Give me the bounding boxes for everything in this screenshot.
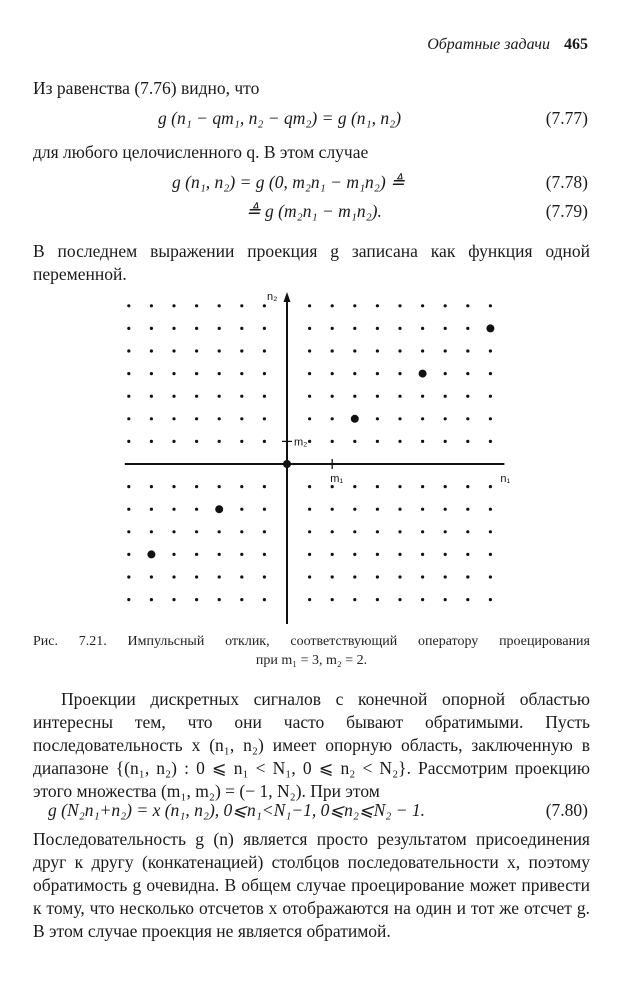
running-title: Обратные задачи xyxy=(427,36,550,53)
lattice-dot xyxy=(308,530,311,533)
lattice-dot xyxy=(353,372,356,375)
lattice-dot xyxy=(444,327,447,330)
lattice-dot xyxy=(398,508,401,511)
lattice-dot xyxy=(331,485,334,488)
paragraph-last-expression: В последнем выражении проекция g записана как функция одной переменной. xyxy=(33,241,590,284)
lattice-dot xyxy=(376,598,379,601)
lattice-dot xyxy=(421,349,424,352)
lattice-dot xyxy=(466,304,469,307)
lattice-dot xyxy=(421,327,424,330)
impulse-point xyxy=(486,324,494,332)
lattice-dot xyxy=(489,530,492,533)
running-header xyxy=(427,36,588,54)
lattice-dot xyxy=(127,530,130,533)
caption-line-2: при m₁ = 3, m₂ = 2. xyxy=(255,653,368,668)
lattice-dot xyxy=(127,485,130,488)
lattice-dot xyxy=(263,508,266,511)
lattice-dot xyxy=(489,372,492,375)
lattice-dot xyxy=(398,485,401,488)
lattice-dot xyxy=(172,553,175,556)
lattice-dot xyxy=(218,575,221,578)
lattice-dot xyxy=(489,440,492,443)
lattice-dot xyxy=(376,372,379,375)
lattice-dot xyxy=(240,440,243,443)
lattice-dot xyxy=(263,372,266,375)
lattice-dot xyxy=(195,485,198,488)
lattice-dot xyxy=(172,530,175,533)
impulse-points xyxy=(147,324,494,558)
lattice-dot xyxy=(240,575,243,578)
lattice-dot xyxy=(489,417,492,420)
lattice-dot xyxy=(466,395,469,398)
lattice-dot xyxy=(172,440,175,443)
lattice-dot xyxy=(308,485,311,488)
lattice-dot xyxy=(195,508,198,511)
lattice-dot xyxy=(444,508,447,511)
lattice-dot xyxy=(195,349,198,352)
lattice-dot xyxy=(421,485,424,488)
lattice-dot xyxy=(331,553,334,556)
impulse-response-figure xyxy=(120,288,510,628)
lattice-dot xyxy=(172,327,175,330)
lattice-dot xyxy=(218,598,221,601)
lattice-dot xyxy=(240,417,243,420)
lattice-dot xyxy=(398,530,401,533)
lattice-dot xyxy=(127,349,130,352)
lattice-dot xyxy=(444,440,447,443)
lattice-dot xyxy=(240,485,243,488)
lattice-dot xyxy=(172,304,175,307)
lattice-dot xyxy=(195,327,198,330)
lattice-dot xyxy=(489,395,492,398)
lattice-dot xyxy=(421,508,424,511)
lattice-dot xyxy=(444,485,447,488)
lattice-dot xyxy=(263,485,266,488)
lattice-dot xyxy=(376,349,379,352)
lattice-dot xyxy=(421,575,424,578)
lattice-dot xyxy=(308,349,311,352)
lattice-dot xyxy=(466,508,469,511)
lattice-dot xyxy=(218,485,221,488)
equation-number-7-78: (7.78) xyxy=(545,172,588,192)
lattice-dot xyxy=(240,372,243,375)
n2-axis-arrow xyxy=(284,292,291,302)
lattice-dot xyxy=(127,575,130,578)
lattice-dot xyxy=(218,553,221,556)
m1-tick-label: m₁ xyxy=(330,473,344,485)
lattice-dot xyxy=(331,349,334,352)
equation-7-80: g (N₂n₁+n₂) = x (n₁, n₂), 0⩽n₁<N₁−1, 0⩽n₂⩽N₂ − 1. xyxy=(48,800,426,820)
lattice-dot xyxy=(263,575,266,578)
lattice-dot xyxy=(240,598,243,601)
lattice-dot xyxy=(127,508,130,511)
lattice-dot xyxy=(353,349,356,352)
lattice-dot xyxy=(263,530,266,533)
lattice-dot xyxy=(127,440,130,443)
equation-number-7-80: (7.80) xyxy=(545,800,588,820)
lattice-dot xyxy=(308,395,311,398)
lattice-dot xyxy=(331,508,334,511)
lattice-dot xyxy=(353,485,356,488)
lattice-dot xyxy=(398,327,401,330)
lattice-dot xyxy=(376,395,379,398)
lattice-dot xyxy=(172,485,175,488)
lattice-dot xyxy=(398,395,401,398)
lattice-dot xyxy=(150,349,153,352)
lattice-dot xyxy=(240,327,243,330)
lattice-dot xyxy=(263,598,266,601)
lattice-dot xyxy=(218,395,221,398)
lattice-dot xyxy=(150,417,153,420)
lattice-dot xyxy=(195,575,198,578)
lattice-dot xyxy=(466,530,469,533)
lattice-dot xyxy=(353,553,356,556)
lattice-dot xyxy=(353,530,356,533)
lattice-dot xyxy=(444,530,447,533)
lattice-dot xyxy=(489,553,492,556)
lattice-dot xyxy=(353,440,356,443)
lattice-dot xyxy=(150,304,153,307)
lattice-dot xyxy=(398,598,401,601)
lattice-dot xyxy=(331,395,334,398)
lattice-dot xyxy=(308,440,311,443)
lattice-dot xyxy=(150,485,153,488)
lattice-dot xyxy=(263,304,266,307)
lattice-dot xyxy=(127,395,130,398)
lattice-dot xyxy=(444,395,447,398)
lattice-dot xyxy=(263,349,266,352)
lattice-dot xyxy=(353,508,356,511)
lattice-dot xyxy=(263,327,266,330)
lattice-dot xyxy=(172,372,175,375)
lattice-dot xyxy=(172,417,175,420)
paragraph-sequence: Последовательность g (n) является просто результатом присоединения друг к другу (конкатенацией) столбцов последовательности x, поэтому обратимость g очевидна. В общем случае проецирование может привести к тому, что несколько отсчетов x отображаются на один и тот же отсчет g. В этом случае проекция не является обратимой. xyxy=(33,829,590,941)
lattice-dot xyxy=(308,327,311,330)
lattice-dot xyxy=(127,372,130,375)
lattice-dot xyxy=(421,598,424,601)
page-number: 465 xyxy=(564,36,588,53)
impulse-point xyxy=(215,505,223,513)
lattice-dot xyxy=(331,575,334,578)
any-q-line: для любого целочисленного q. В этом случае xyxy=(33,142,369,162)
lattice-dot xyxy=(376,530,379,533)
lattice-dot xyxy=(172,395,175,398)
lattice-dot xyxy=(444,349,447,352)
equation-number-7-77: (7.77) xyxy=(545,108,588,128)
lattice-dot xyxy=(218,440,221,443)
lattice-dot xyxy=(489,598,492,601)
lattice-dot xyxy=(331,372,334,375)
lattice-dot xyxy=(444,553,447,556)
equation-7-78: g (n₁, n₂) = g (0, m₂n₁ − m₁n₂) ≜ xyxy=(172,172,405,192)
lattice-dot xyxy=(353,598,356,601)
lattice-dot xyxy=(466,440,469,443)
lattice-dots xyxy=(127,304,492,601)
lattice-dot xyxy=(353,304,356,307)
lattice-dot xyxy=(331,304,334,307)
lattice-dot xyxy=(489,485,492,488)
lattice-dot xyxy=(150,508,153,511)
impulse-point xyxy=(419,370,427,378)
lattice-dot xyxy=(331,530,334,533)
lattice-dot xyxy=(240,508,243,511)
lattice-dot xyxy=(240,530,243,533)
lattice-dot xyxy=(218,327,221,330)
lattice-dot xyxy=(398,304,401,307)
lattice-dot xyxy=(353,327,356,330)
lattice-dot xyxy=(376,440,379,443)
lattice-dot xyxy=(172,575,175,578)
lattice-dot xyxy=(421,440,424,443)
lattice-dot xyxy=(353,575,356,578)
lattice-dot xyxy=(466,327,469,330)
lattice-dot xyxy=(466,598,469,601)
lattice-dot xyxy=(195,372,198,375)
lattice-dot xyxy=(331,327,334,330)
lattice-dot xyxy=(127,327,130,330)
lattice-dot xyxy=(218,417,221,420)
lattice-dot xyxy=(240,553,243,556)
lattice-dot xyxy=(195,304,198,307)
lattice-dot xyxy=(195,440,198,443)
lattice-dot xyxy=(195,395,198,398)
lattice-dot xyxy=(398,575,401,578)
lattice-dot xyxy=(444,417,447,420)
lattice-dot xyxy=(489,508,492,511)
lattice-dot xyxy=(150,530,153,533)
lattice-dot xyxy=(444,598,447,601)
lattice-dot xyxy=(376,304,379,307)
lattice-dot xyxy=(489,575,492,578)
lattice-dot xyxy=(263,440,266,443)
lattice-dot xyxy=(172,598,175,601)
lattice-dot xyxy=(421,530,424,533)
lattice-dot xyxy=(127,304,130,307)
lattice-dot xyxy=(308,598,311,601)
lattice-dot xyxy=(353,395,356,398)
lattice-dot xyxy=(331,598,334,601)
lattice-dot xyxy=(172,349,175,352)
lattice-dot xyxy=(150,395,153,398)
lattice-dot xyxy=(240,349,243,352)
lattice-dot xyxy=(376,485,379,488)
lattice-dot xyxy=(150,327,153,330)
lattice-dot xyxy=(308,417,311,420)
lattice-dot xyxy=(308,372,311,375)
lattice-dot xyxy=(444,372,447,375)
lattice-dot xyxy=(466,485,469,488)
lattice-dot xyxy=(421,417,424,420)
equation-7-77: g (n₁ − qm₁, n₂ − qm₂) = g (n₁, n₂) xyxy=(158,108,402,128)
lattice-dot xyxy=(218,372,221,375)
lattice-dot xyxy=(263,553,266,556)
lattice-dot xyxy=(376,553,379,556)
lattice-dot xyxy=(218,304,221,307)
lattice-dot xyxy=(376,575,379,578)
lattice-dot xyxy=(218,530,221,533)
lattice-dot xyxy=(172,508,175,511)
lattice-dot xyxy=(444,575,447,578)
lattice-dot xyxy=(331,417,334,420)
lattice-dot xyxy=(195,553,198,556)
figure-caption xyxy=(33,632,590,670)
lattice-dot xyxy=(195,598,198,601)
lattice-dot xyxy=(195,530,198,533)
caption-line-1: Рис. 7.21. Импульсный отклик, соответствующий оператору проецирования xyxy=(33,634,590,649)
lattice-dot xyxy=(127,598,130,601)
lattice-dot xyxy=(466,372,469,375)
lattice-dot xyxy=(308,575,311,578)
lattice-dot xyxy=(466,349,469,352)
lattice-dot xyxy=(331,440,334,443)
intro-line: Из равенства (7.76) видно, что xyxy=(33,78,260,98)
lattice-dot xyxy=(150,598,153,601)
lattice-dot xyxy=(263,417,266,420)
lattice-dot xyxy=(150,372,153,375)
lattice-dot xyxy=(195,417,198,420)
impulse-point xyxy=(351,415,359,423)
lattice-dot xyxy=(398,349,401,352)
lattice-dot xyxy=(398,553,401,556)
lattice-dot xyxy=(240,395,243,398)
n1-axis-label: n₁ xyxy=(500,473,510,485)
lattice-dot xyxy=(376,327,379,330)
impulse-point xyxy=(147,550,155,558)
m2-tick-label: m₂ xyxy=(294,436,308,449)
lattice-dot xyxy=(421,304,424,307)
lattice-dot xyxy=(150,440,153,443)
lattice-dot xyxy=(150,575,153,578)
lattice-dot xyxy=(376,508,379,511)
lattice-dot xyxy=(398,417,401,420)
impulse-point xyxy=(283,460,291,468)
lattice-dot xyxy=(308,553,311,556)
lattice-dot xyxy=(376,417,379,420)
lattice-dot xyxy=(308,304,311,307)
lattice-dot xyxy=(218,349,221,352)
lattice-dot xyxy=(308,508,311,511)
lattice-dot xyxy=(398,372,401,375)
lattice-dot xyxy=(489,349,492,352)
lattice-dot xyxy=(421,395,424,398)
lattice-dot xyxy=(398,440,401,443)
lattice-dot xyxy=(466,417,469,420)
lattice-dot xyxy=(240,304,243,307)
lattice-dot xyxy=(421,553,424,556)
lattice-dot xyxy=(466,553,469,556)
equation-number-7-79: (7.79) xyxy=(545,201,588,221)
paragraph-projections: Проекции дискретных сигналов с конечной опорной областью интересны тем, что они часто бывают обратимыми. Пусть последовательность x (n₁, n₂) имеет опорную область, заключенную в диапазоне {(n₁, n₂) : 0 ⩽ n₁ < N₁, 0 ⩽ n₂ < N₂}. Рассмотрим проекцию этого множества (m₁, m₂) = (− 1, N₂). При этом xyxy=(33,689,590,801)
lattice-dot xyxy=(489,304,492,307)
lattice-dot xyxy=(127,553,130,556)
lattice-dot xyxy=(263,395,266,398)
lattice-dot xyxy=(444,304,447,307)
n2-axis-label: n₂ xyxy=(267,291,278,303)
lattice-dot xyxy=(127,417,130,420)
equation-7-79: ≜ g (m₂n₁ − m₁n₂). xyxy=(246,201,382,221)
lattice-dot xyxy=(466,575,469,578)
